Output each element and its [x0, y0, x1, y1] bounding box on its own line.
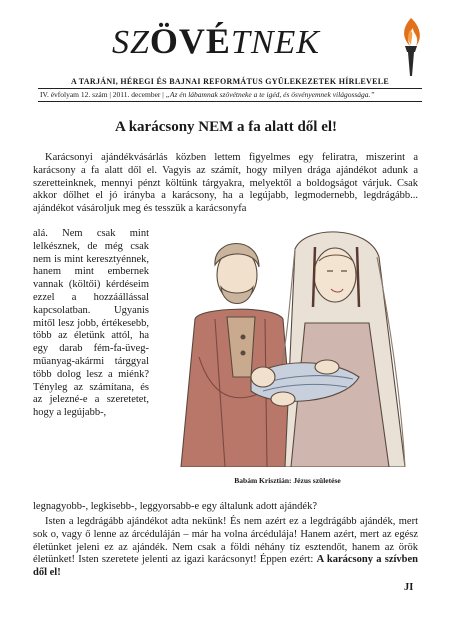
- article-continuation: legnagyobb-, legkisebb-, leggyorsabb-e egy általunk adott ajándék?: [33, 501, 317, 512]
- illustration-caption: Babám Krisztián: Jézus születése: [234, 476, 341, 485]
- title-part-1: SZ: [112, 24, 150, 61]
- masthead: [0, 0, 452, 110]
- author-signature: JI: [404, 582, 414, 593]
- title-part-2: ÖVÉ: [149, 21, 231, 61]
- newsletter-title: [112, 20, 320, 62]
- title-part-3: TNEK: [230, 24, 320, 61]
- divider: [38, 101, 422, 102]
- issue-info: IV. évfolyam 12. szám | 2011. december |: [40, 90, 164, 99]
- nativity-illustration: [155, 227, 420, 467]
- article-headline: A karácsony NEM a fa alatt dől el!: [114, 119, 338, 135]
- motto: „Az én lábamnak szövétneke a te igéd, és ösvényemnek világossága.”: [165, 90, 375, 99]
- article-closing: [33, 516, 418, 580]
- article-column-text: alá. Nem csak mint lelkésznek, de még csak nem is mint keresztyénnek, hanem mint embernek vannak (költői) kérdéseim ezzel a hozzáállással kapcsolatban. Ugyanis mitől lesz jobb, értékesebb, több az életünk attól, ha egy darab fém-fa-üveg-műanyag-akármi tárggyal több dolog lesz a miénk? Tényleg az számítana, és az jelezné-e a szeretetet, hogy a legújabb-,: [33, 228, 149, 419]
- closing-emphasis: A karácsony a szívben dől el!: [33, 554, 419, 579]
- divider: [38, 88, 422, 89]
- closing-text: Isten a legdrágább ajándékot adta nekünk! És nem azért ez a legdrágább ajándék, mert sok o, vagy ő lenne az árcéduláján – már ha volna árcédulája! Hanem azért, mert az egész életünket jeleni ez az ajándék. Nem csak a földi néhány tíz esztendőt, hanem az örök életünket! Isten szeretete jelenti az igazi karácsonyt! Éppen ezért:: [33, 516, 418, 566]
- article-intro: Karácsonyi ajándékvásárlás közben lettem figyelmes egy feliratra, miszerint a karácsony a fa alatt dől el. Vagyis az számít, hogy milyen drága ajándékot adunk a szeretteinknek, mennyi pénzt költünk tárgyakra, melyektől a boldogságot várjuk. Csak akkor dőlhet el jó irányba a karácsony, ha a legújabb, legmodernebb, legdrágább... ajándékot vásároljuk meg és tesszük a karácsonyfa: [33, 152, 418, 215]
- torch-icon: [396, 16, 426, 78]
- newsletter-subtitle: A TARJÁNI, HÉREGI ÉS BAJNAI REFORMÁTUS GYÜLEKEZETEK HÍRLEVELE: [70, 77, 390, 86]
- issue-line: [40, 90, 430, 99]
